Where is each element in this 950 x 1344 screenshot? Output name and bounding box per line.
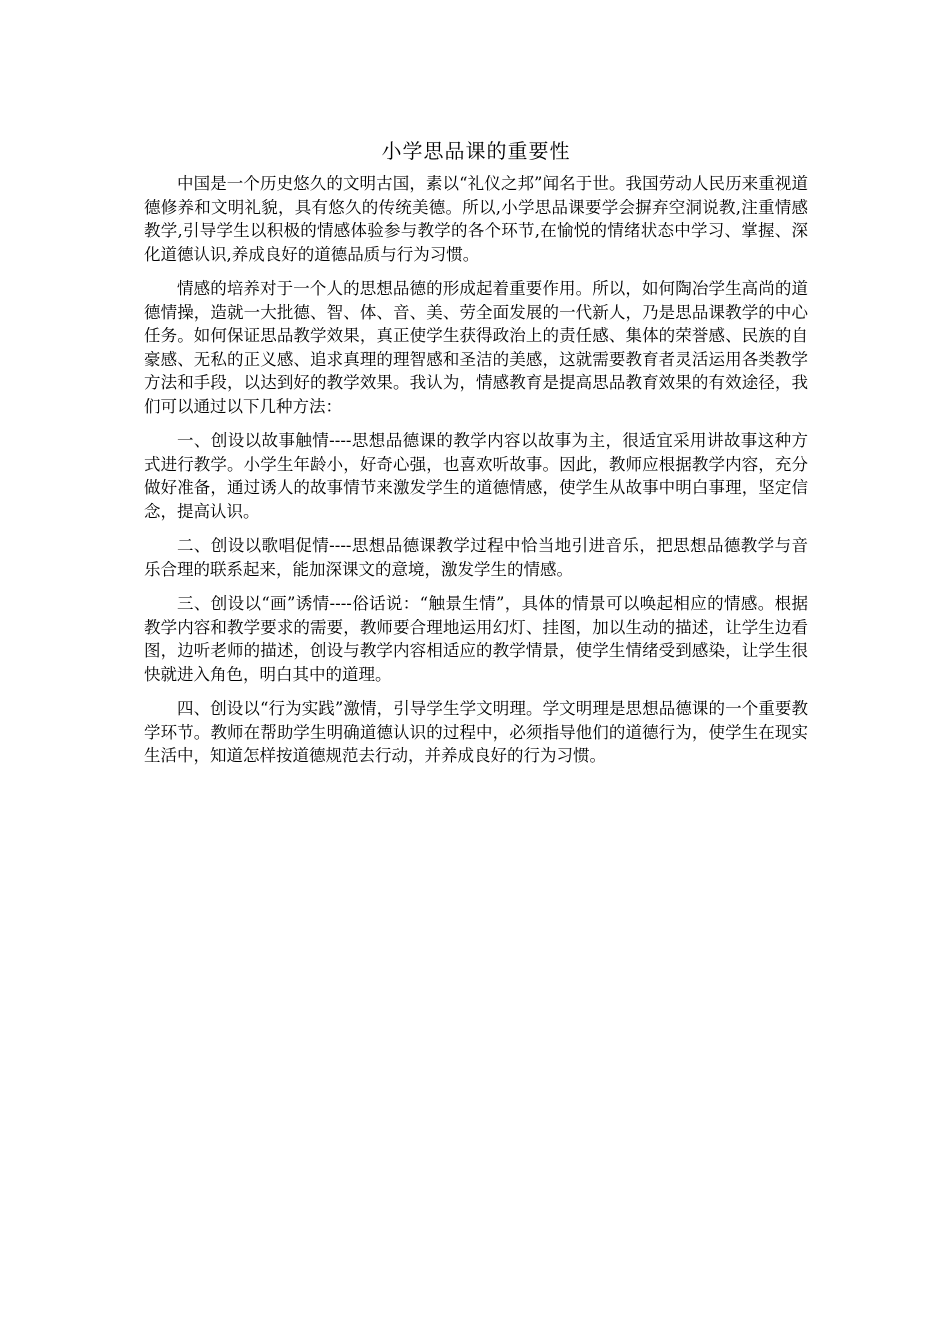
document-body: [144, 136, 808, 779]
paragraph-emotion: 情感的培养对于一个人的思想品德的形成起着重要作用。所以，如何陶冶学生高尚的道德情操，造就一大批德、智、体、音、美、劳全面发展的一代新人，乃是思品课教学的中心任务。如何保证思品教学效果，真正使学生获得政治上的责任感、集体的荣誉感、民族的自豪感、无私的正义感、追求真理的理智感和圣洁的美感，这就需要教育者灵活运用各类教学方法和手段，以达到好的教学效果。我认为，情感教育是提高思品教育效果的有效途径，我们可以通过以下几种方法：: [144, 279, 808, 416]
paragraph-method-song: 二、创设以歌唱促情----思想品德课教学过程中恰当地引进音乐，把思想品德教学与音乐合理的联系起来，能加深课文的意境，激发学生的情感。: [144, 536, 808, 579]
document-title: 小学思品课的重要性: [381, 139, 571, 163]
paragraph-method-picture: 三、创设以“画”诱情----俗话说：“触景生情”，具体的情景可以唤起相应的情感。根据教学内容和教学要求的需要，教师要合理地运用幻灯、挂图，加以生动的描述，让学生边看图，边听老师的描述，创设与教学内容相适应的教学情景，使学生情绪受到感染，让学生很快就进入角色，明白其中的道理。: [144, 594, 808, 684]
paragraph-method-practice: 四、创设以“行为实践”激情，引导学生学文明理。学文明理是思想品德课的一个重要教学环节。教师在帮助学生明确道德认识的过程中，必须指导他们的道德行为，使学生在现实生活中，知道怎样按道德规范去行动，并养成良好的行为习惯。: [144, 699, 808, 765]
paragraph-intro: 中国是一个历史悠久的文明古国，素以“礼仪之邦”闻名于世。我国劳动人民历来重视道德修养和文明礼貌，具有悠久的传统美德。所以,小学思品课要学会摒弃空洞说教,注重情感教学,引导学生以积极的情感体验参与教学的各个环节,在愉悦的情绪状态中学习、掌握、深化道德认识,养成良好的道德品质与行为习惯。: [144, 174, 808, 264]
paragraph-method-story: 一、创设以故事触情----思想品德课的教学内容以故事为主，很适宜采用讲故事这种方式进行教学。小学生年龄小，好奇心强，也喜欢听故事。因此，教师应根据教学内容，充分做好准备，通过诱人的故事情节来激发学生的道德情感，使学生从故事中明白事理，坚定信念，提高认识。: [144, 431, 808, 521]
